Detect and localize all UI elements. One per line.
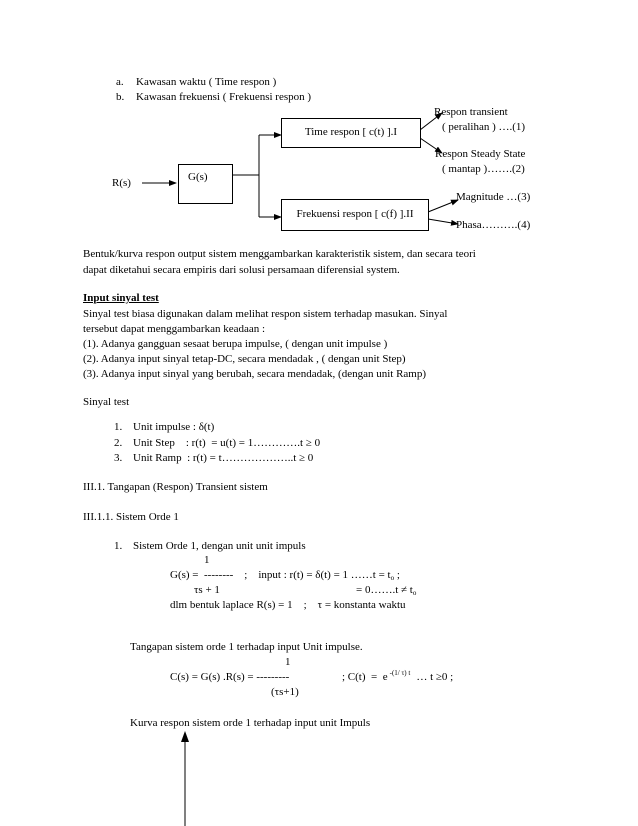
kurva-title: Kurva respon sistem orde 1 terhadap input unit Impuls — [130, 717, 371, 729]
output-phase: Phasa……….(4) — [456, 219, 531, 231]
sinyal-test-title: Sinyal test — [83, 396, 130, 408]
input-sinyal-heading: Input sinyal test — [83, 292, 159, 304]
list-item-time-domain: Kawasan waktu ( Time respon ) — [136, 76, 277, 88]
list-item-frequency-domain: Kawasan frekuensi ( Frekuensi respon ) — [136, 91, 312, 103]
y-axis-arrowhead — [181, 731, 189, 742]
orde1-gs-numerator: 1 — [204, 554, 210, 566]
input-sinyal-line2: tersebut dapat menggambarkan keadaan : — [83, 323, 266, 335]
orde1-marker: 1. — [114, 540, 123, 552]
sinyal-test-marker-1: 1. — [114, 421, 123, 433]
orde1-r-else — [356, 584, 416, 598]
freq-response-block — [281, 199, 429, 231]
output-magnitude: Magnitude …(3) — [456, 191, 531, 203]
sinyal-test-marker-2: 2. — [114, 437, 123, 449]
tanggapan-ct-exponent: -(1/ τ) t — [389, 669, 411, 677]
sinyal-test-item-step: Unit Step : r(t) = u(t) = 1………….t ≥ 0 — [133, 437, 321, 449]
list-marker-a: a. — [116, 76, 124, 88]
tanggapan-ct-tail: … t ≥0 ; — [416, 671, 454, 683]
orde1-gs-text: G(s) = -------- ; input : r(t) = δ(t) = 1 ……t = t — [170, 569, 391, 581]
output-transient-line1: Respon transient — [434, 106, 508, 118]
input-signal-label: R(s) — [112, 177, 131, 189]
tanggapan-title: Tangapan sistem orde 1 terhadap input Unit impulse. — [130, 641, 363, 653]
input-sinyal-line1: Sinyal test biasa digunakan dalam melihat respon sistem terhadap masukan. Sinyal — [83, 308, 448, 320]
arrow-to-phase — [428, 219, 458, 224]
freq-response-label: Frekuensi respon [ c(f) ].II — [296, 208, 414, 221]
input-sinyal-line5: (3). Adanya input sinyal yang berubah, secara mendadak, (dengan unit Ramp) — [83, 368, 427, 380]
sinyal-test-marker-3: 3. — [114, 452, 123, 464]
tanggapan-denominator: (τs+1) — [271, 686, 299, 698]
sinyal-test-item-ramp: Unit Ramp : r(t) = t………………..t ≥ 0 — [133, 452, 314, 464]
tanggapan-ct-equation — [342, 671, 453, 685]
orde1-r-else-text: = 0…….t ≠ t — [356, 584, 413, 596]
output-steady-line1: Respon Steady State — [435, 148, 526, 160]
time-response-block — [281, 118, 421, 148]
orde1-title: Sistem Orde 1, dengan unit unit impuls — [133, 540, 306, 552]
para1-line2: dapat diketahui secara empiris dari solusi persamaan diferensial system. — [83, 264, 400, 276]
time-response-label: Time respon [ c(t) ].I — [304, 126, 398, 139]
arrow-to-magnitude — [428, 200, 458, 212]
orde1-gs-sub: o — [390, 574, 395, 582]
orde1-r-else-sub: o — [412, 589, 417, 597]
para1-line1: Bentuk/kurva respon output sistem menggambarkan karakteristik sistem, dan secara teori — [83, 248, 476, 260]
orde1-gs-end: ; — [394, 569, 400, 581]
orde1-gs-equation — [170, 569, 400, 583]
list-marker-b: b. — [116, 91, 125, 103]
gs-block-label: G(s) — [188, 171, 208, 183]
sinyal-test-item-impulse: Unit impulse : δ(t) — [133, 421, 215, 433]
orde1-laplace: dlm bentuk laplace R(s) = 1 ; τ = konstanta waktu — [170, 599, 406, 611]
gs-block — [178, 164, 233, 204]
tanggapan-numerator: 1 — [285, 656, 291, 668]
orde1-gs-denominator: τs + 1 — [194, 584, 220, 596]
input-sinyal-line3: (1). Adanya gangguan sesaat berupa impulse, ( dengan unit impulse ) — [83, 338, 388, 350]
tanggapan-cs-equation: C(s) = G(s) .R(s) = --------- — [170, 671, 290, 683]
section-heading-transient: III.1. Tangapan (Respon) Transient sistem — [83, 481, 268, 493]
output-steady-line2: ( mantap )…….(2) — [442, 163, 525, 175]
input-sinyal-line4: (2). Adanya input sinyal tetap-DC, secara mendadak , ( dengan unit Step) — [83, 353, 406, 365]
output-transient-line2: ( peralihan ) ….(1) — [442, 121, 526, 133]
section-heading-orde1: III.1.1. Sistem Orde 1 — [83, 511, 179, 523]
tanggapan-ct-text: ; C(t) = e — [342, 671, 388, 683]
